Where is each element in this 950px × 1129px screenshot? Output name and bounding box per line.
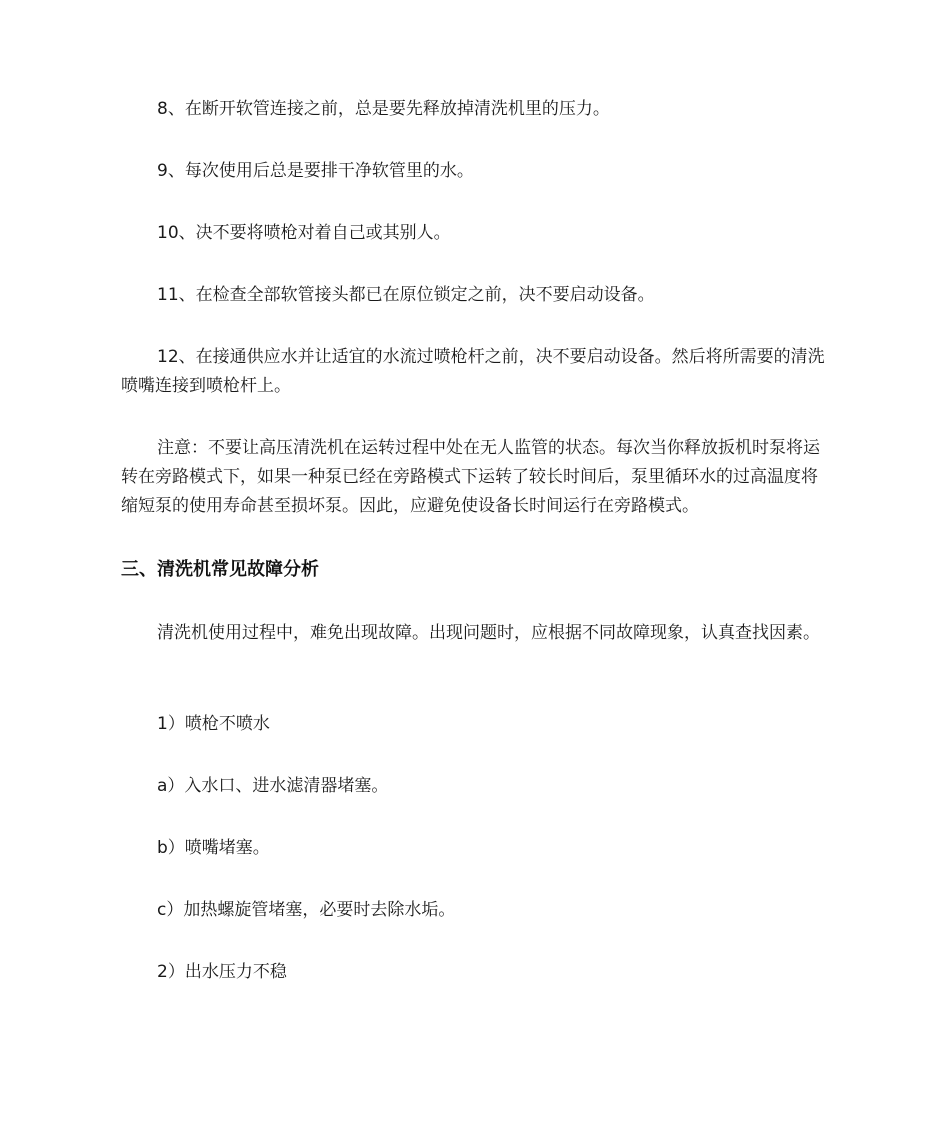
paragraph-item-10: 10、决不要将喷枪对着自己或其别人。	[157, 223, 451, 243]
paragraph-note: 注意：不要让高压清洗机在运转过程中处在无人监管的状态。每次当你释放扳机时泵将运转在旁路模式下，如果一种泵已经在旁路模式下运转了较长时间后，泵里循环水的过高温度将缩短泵的使用寿命甚至损坏泵。因此，应避免使设备长时间运行在旁路模式。	[121, 438, 820, 516]
section-heading: 三、清洗机常见故障分析	[121, 559, 319, 580]
paragraph-item-12: 12、在接通供应水并让适宜的水流过喷枪杆之前，决不要启动设备。然后将所需要的清洗喷嘴连接到喷枪杆上。	[121, 347, 825, 396]
fault-cause-c: c）加热螺旋管堵塞，必要时去除水垢。	[157, 900, 456, 920]
paragraph-item-9: 9、每次使用后总是要排干净软管里的水。	[157, 161, 474, 181]
fault-cause-b: b）喷嘴堵塞。	[157, 838, 270, 858]
paragraph-intro: 清洗机使用过程中，难免出现故障。出现问题时，应根据不同故障现象，认真查找因素。	[157, 623, 820, 643]
paragraph-item-11: 11、在检查全部软管接头都已在原位锁定之前，决不要启动设备。	[157, 285, 655, 305]
fault-cause-a: a）入水口、进水滤清器堵塞。	[157, 776, 389, 796]
fault-item-2: 2）出水压力不稳	[157, 962, 287, 982]
fault-item-1: 1）喷枪不喷水	[157, 714, 270, 734]
paragraph-item-8: 8、在断开软管连接之前，总是要先释放掉清洗机里的压力。	[157, 99, 610, 119]
